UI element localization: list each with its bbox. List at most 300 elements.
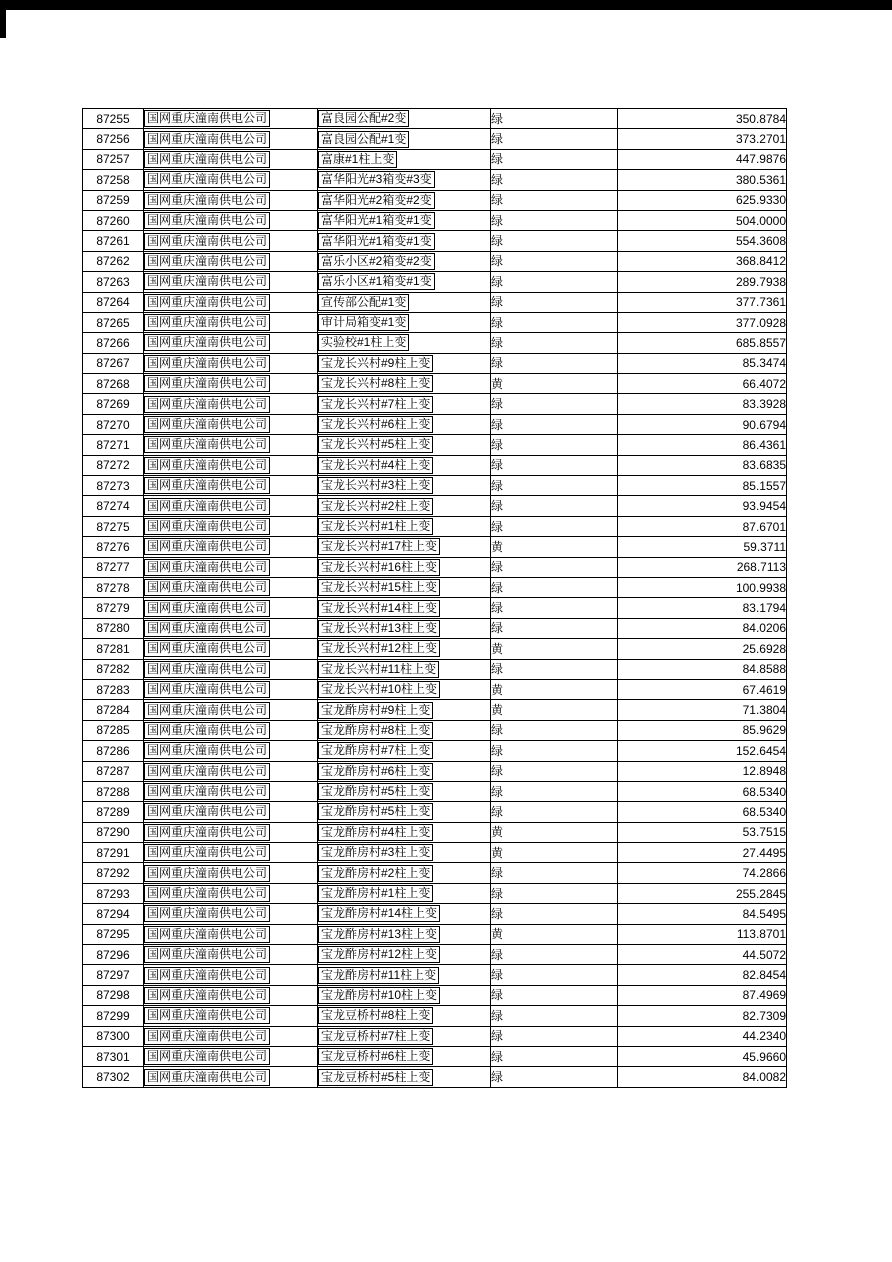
company-cell bbox=[144, 414, 318, 434]
device-label: 审计局箱变#1变 bbox=[318, 314, 409, 331]
status-cell: 绿 bbox=[491, 292, 618, 312]
company-cell bbox=[144, 639, 318, 659]
table-row bbox=[83, 679, 787, 699]
company-label: 国网重庆潼南供电公司 bbox=[144, 498, 270, 515]
device-label: 富良园公配#1变 bbox=[318, 131, 409, 148]
value-cell: 373.2701 bbox=[618, 129, 787, 149]
value-cell: 66.4072 bbox=[618, 374, 787, 394]
value-cell: 84.0082 bbox=[618, 1067, 787, 1087]
row-id-cell: 87300 bbox=[83, 1026, 144, 1046]
company-label: 国网重庆潼南供电公司 bbox=[144, 579, 270, 596]
status-cell: 绿 bbox=[491, 170, 618, 190]
device-label: 宝龙酢房村#12柱上变 bbox=[318, 946, 440, 963]
company-label: 国网重庆潼南供电公司 bbox=[144, 314, 270, 331]
company-cell bbox=[144, 781, 318, 801]
company-label: 国网重庆潼南供电公司 bbox=[144, 865, 270, 882]
company-cell bbox=[144, 394, 318, 414]
company-cell bbox=[144, 679, 318, 699]
device-label: 宝龙长兴村#4柱上变 bbox=[318, 457, 433, 474]
company-label: 国网重庆潼南供电公司 bbox=[144, 946, 270, 963]
power-station-table-wrap bbox=[82, 108, 787, 1088]
table-row bbox=[83, 231, 787, 251]
status-cell: 绿 bbox=[491, 231, 618, 251]
device-cell bbox=[318, 843, 491, 863]
value-cell: 25.6928 bbox=[618, 639, 787, 659]
status-cell: 绿 bbox=[491, 1067, 618, 1087]
value-cell: 90.6794 bbox=[618, 414, 787, 434]
company-label: 国网重庆潼南供电公司 bbox=[144, 702, 270, 719]
value-cell: 350.8784 bbox=[618, 109, 787, 129]
status-cell: 绿 bbox=[491, 455, 618, 475]
company-label: 国网重庆潼南供电公司 bbox=[144, 1069, 270, 1086]
value-cell: 82.8454 bbox=[618, 965, 787, 985]
table-body bbox=[83, 109, 787, 1088]
device-label: 富乐小区#1箱变#1变 bbox=[318, 273, 435, 290]
row-id-cell: 87260 bbox=[83, 210, 144, 230]
device-cell bbox=[318, 251, 491, 271]
device-cell bbox=[318, 577, 491, 597]
value-cell: 100.9938 bbox=[618, 577, 787, 597]
table-row bbox=[83, 883, 787, 903]
status-cell: 黄 bbox=[491, 679, 618, 699]
status-cell: 绿 bbox=[491, 720, 618, 740]
device-cell bbox=[318, 761, 491, 781]
status-cell: 黄 bbox=[491, 822, 618, 842]
status-cell: 绿 bbox=[491, 272, 618, 292]
status-cell: 绿 bbox=[491, 394, 618, 414]
value-cell: 504.0000 bbox=[618, 210, 787, 230]
table-row bbox=[83, 720, 787, 740]
company-cell bbox=[144, 109, 318, 129]
company-cell bbox=[144, 312, 318, 332]
status-cell: 绿 bbox=[491, 904, 618, 924]
device-label: 宝龙酢房村#9柱上变 bbox=[318, 702, 433, 719]
device-label: 宝龙长兴村#8柱上变 bbox=[318, 375, 433, 392]
device-cell bbox=[318, 435, 491, 455]
value-cell: 380.5361 bbox=[618, 170, 787, 190]
company-cell bbox=[144, 863, 318, 883]
status-cell: 绿 bbox=[491, 476, 618, 496]
company-label: 国网重庆潼南供电公司 bbox=[144, 681, 270, 698]
company-label: 国网重庆潼南供电公司 bbox=[144, 253, 270, 270]
company-cell bbox=[144, 129, 318, 149]
company-label: 国网重庆潼南供电公司 bbox=[144, 844, 270, 861]
table-row bbox=[83, 1067, 787, 1087]
table-row bbox=[83, 965, 787, 985]
status-cell: 绿 bbox=[491, 414, 618, 434]
company-cell bbox=[144, 904, 318, 924]
row-id-cell: 87272 bbox=[83, 455, 144, 475]
value-cell: 86.4361 bbox=[618, 435, 787, 455]
device-cell bbox=[318, 557, 491, 577]
device-cell bbox=[318, 476, 491, 496]
table-row bbox=[83, 557, 787, 577]
table-row bbox=[83, 251, 787, 271]
device-cell bbox=[318, 231, 491, 251]
company-cell bbox=[144, 924, 318, 944]
company-label: 国网重庆潼南供电公司 bbox=[144, 885, 270, 902]
device-cell bbox=[318, 149, 491, 169]
table-row bbox=[83, 618, 787, 638]
company-label: 国网重庆潼南供电公司 bbox=[144, 661, 270, 678]
device-label: 宣传部公配#1变 bbox=[318, 294, 409, 311]
company-cell bbox=[144, 700, 318, 720]
row-id-cell: 87263 bbox=[83, 272, 144, 292]
company-label: 国网重庆潼南供电公司 bbox=[144, 436, 270, 453]
device-label: 宝龙长兴村#10柱上变 bbox=[318, 681, 440, 698]
table-row bbox=[83, 129, 787, 149]
row-id-cell: 87296 bbox=[83, 945, 144, 965]
company-label: 国网重庆潼南供电公司 bbox=[144, 233, 270, 250]
company-label: 国网重庆潼南供电公司 bbox=[144, 824, 270, 841]
device-cell bbox=[318, 700, 491, 720]
device-cell bbox=[318, 679, 491, 699]
device-cell bbox=[318, 985, 491, 1005]
row-id-cell: 87297 bbox=[83, 965, 144, 985]
device-label: 宝龙酢房村#11柱上变 bbox=[318, 967, 439, 984]
value-cell: 447.9876 bbox=[618, 149, 787, 169]
value-cell: 74.2866 bbox=[618, 863, 787, 883]
table-row bbox=[83, 312, 787, 332]
status-cell: 黄 bbox=[491, 924, 618, 944]
company-label: 国网重庆潼南供电公司 bbox=[144, 294, 270, 311]
company-cell bbox=[144, 883, 318, 903]
company-label: 国网重庆潼南供电公司 bbox=[144, 640, 270, 657]
value-cell: 152.6454 bbox=[618, 741, 787, 761]
company-cell bbox=[144, 965, 318, 985]
value-cell: 44.5072 bbox=[618, 945, 787, 965]
scan-artifact-top-bar bbox=[0, 0, 892, 10]
status-cell: 绿 bbox=[491, 741, 618, 761]
table-row bbox=[83, 904, 787, 924]
status-cell: 黄 bbox=[491, 639, 618, 659]
row-id-cell: 87278 bbox=[83, 577, 144, 597]
device-cell bbox=[318, 639, 491, 659]
status-cell: 绿 bbox=[491, 312, 618, 332]
company-label: 国网重庆潼南供电公司 bbox=[144, 905, 270, 922]
table-row bbox=[83, 272, 787, 292]
table-row bbox=[83, 1026, 787, 1046]
row-id-cell: 87301 bbox=[83, 1046, 144, 1066]
company-label: 国网重庆潼南供电公司 bbox=[144, 926, 270, 943]
company-cell bbox=[144, 802, 318, 822]
power-station-table bbox=[82, 108, 787, 1088]
table-row bbox=[83, 741, 787, 761]
company-cell bbox=[144, 741, 318, 761]
company-cell bbox=[144, 374, 318, 394]
device-cell bbox=[318, 210, 491, 230]
value-cell: 84.5495 bbox=[618, 904, 787, 924]
table-row bbox=[83, 516, 787, 536]
company-label: 国网重庆潼南供电公司 bbox=[144, 477, 270, 494]
row-id-cell: 87259 bbox=[83, 190, 144, 210]
status-cell: 绿 bbox=[491, 333, 618, 353]
status-cell: 绿 bbox=[491, 251, 618, 271]
device-label: 宝龙长兴村#3柱上变 bbox=[318, 477, 433, 494]
status-cell: 绿 bbox=[491, 985, 618, 1005]
company-cell bbox=[144, 333, 318, 353]
device-cell bbox=[318, 945, 491, 965]
device-label: 宝龙长兴村#1柱上变 bbox=[318, 518, 433, 535]
table-row bbox=[83, 985, 787, 1005]
device-label: 宝龙长兴村#13柱上变 bbox=[318, 620, 440, 637]
table-row bbox=[83, 190, 787, 210]
table-row bbox=[83, 476, 787, 496]
company-cell bbox=[144, 190, 318, 210]
value-cell: 83.6835 bbox=[618, 455, 787, 475]
device-label: 宝龙酢房村#5柱上变 bbox=[318, 803, 433, 820]
device-label: 宝龙豆桥村#5柱上变 bbox=[318, 1069, 433, 1086]
company-cell bbox=[144, 1006, 318, 1026]
row-id-cell: 87274 bbox=[83, 496, 144, 516]
row-id-cell: 87283 bbox=[83, 679, 144, 699]
device-label: 宝龙豆桥村#7柱上变 bbox=[318, 1028, 433, 1045]
company-label: 国网重庆潼南供电公司 bbox=[144, 1028, 270, 1045]
row-id-cell: 87286 bbox=[83, 741, 144, 761]
status-cell: 绿 bbox=[491, 761, 618, 781]
device-label: 富华阳光#1箱变#1变 bbox=[318, 212, 435, 229]
company-label: 国网重庆潼南供电公司 bbox=[144, 334, 270, 351]
device-cell bbox=[318, 720, 491, 740]
company-cell bbox=[144, 455, 318, 475]
value-cell: 84.0206 bbox=[618, 618, 787, 638]
table-row bbox=[83, 414, 787, 434]
company-label: 国网重庆潼南供电公司 bbox=[144, 1048, 270, 1065]
table-row bbox=[83, 496, 787, 516]
value-cell: 87.4969 bbox=[618, 985, 787, 1005]
device-cell bbox=[318, 1026, 491, 1046]
device-cell bbox=[318, 741, 491, 761]
value-cell: 68.5340 bbox=[618, 781, 787, 801]
value-cell: 554.3608 bbox=[618, 231, 787, 251]
table-row bbox=[83, 659, 787, 679]
row-id-cell: 87284 bbox=[83, 700, 144, 720]
status-cell: 绿 bbox=[491, 353, 618, 373]
device-label: 宝龙酢房村#10柱上变 bbox=[318, 987, 440, 1004]
device-label: 宝龙酢房村#4柱上变 bbox=[318, 824, 433, 841]
value-cell: 377.0928 bbox=[618, 312, 787, 332]
status-cell: 绿 bbox=[491, 883, 618, 903]
row-id-cell: 87276 bbox=[83, 537, 144, 557]
row-id-cell: 87295 bbox=[83, 924, 144, 944]
table-row bbox=[83, 577, 787, 597]
row-id-cell: 87264 bbox=[83, 292, 144, 312]
company-cell bbox=[144, 761, 318, 781]
status-cell: 黄 bbox=[491, 537, 618, 557]
value-cell: 53.7515 bbox=[618, 822, 787, 842]
device-label: 宝龙酢房村#5柱上变 bbox=[318, 783, 433, 800]
device-label: 宝龙长兴村#7柱上变 bbox=[318, 396, 433, 413]
value-cell: 113.8701 bbox=[618, 924, 787, 944]
device-label: 宝龙酢房村#2柱上变 bbox=[318, 865, 433, 882]
status-cell: 绿 bbox=[491, 1026, 618, 1046]
value-cell: 59.3711 bbox=[618, 537, 787, 557]
status-cell: 绿 bbox=[491, 577, 618, 597]
company-label: 国网重庆潼南供电公司 bbox=[144, 192, 270, 209]
company-label: 国网重庆潼南供电公司 bbox=[144, 1007, 270, 1024]
table-row bbox=[83, 210, 787, 230]
device-cell bbox=[318, 883, 491, 903]
row-id-cell: 87298 bbox=[83, 985, 144, 1005]
company-cell bbox=[144, 1046, 318, 1066]
device-label: 宝龙长兴村#5柱上变 bbox=[318, 436, 433, 453]
table-row bbox=[83, 781, 787, 801]
status-cell: 绿 bbox=[491, 781, 618, 801]
device-label: 富良园公配#2变 bbox=[318, 110, 409, 127]
value-cell: 289.7938 bbox=[618, 272, 787, 292]
device-cell bbox=[318, 170, 491, 190]
device-cell bbox=[318, 374, 491, 394]
company-label: 国网重庆潼南供电公司 bbox=[144, 967, 270, 984]
device-cell bbox=[318, 781, 491, 801]
device-label: 富华阳光#2箱变#2变 bbox=[318, 192, 435, 209]
value-cell: 45.9660 bbox=[618, 1046, 787, 1066]
table-row bbox=[83, 292, 787, 312]
value-cell: 83.3928 bbox=[618, 394, 787, 414]
device-label: 宝龙酢房村#14柱上变 bbox=[318, 905, 440, 922]
value-cell: 685.8557 bbox=[618, 333, 787, 353]
status-cell: 绿 bbox=[491, 945, 618, 965]
device-cell bbox=[318, 965, 491, 985]
value-cell: 71.3804 bbox=[618, 700, 787, 720]
status-cell: 绿 bbox=[491, 1046, 618, 1066]
value-cell: 44.2340 bbox=[618, 1026, 787, 1046]
value-cell: 255.2845 bbox=[618, 883, 787, 903]
company-label: 国网重庆潼南供电公司 bbox=[144, 987, 270, 1004]
row-id-cell: 87275 bbox=[83, 516, 144, 536]
device-cell bbox=[318, 455, 491, 475]
status-cell: 黄 bbox=[491, 700, 618, 720]
device-cell bbox=[318, 1067, 491, 1087]
device-cell bbox=[318, 190, 491, 210]
company-label: 国网重庆潼南供电公司 bbox=[144, 355, 270, 372]
company-cell bbox=[144, 170, 318, 190]
status-cell: 绿 bbox=[491, 1006, 618, 1026]
table-row bbox=[83, 435, 787, 455]
company-label: 国网重庆潼南供电公司 bbox=[144, 742, 270, 759]
company-label: 国网重庆潼南供电公司 bbox=[144, 151, 270, 168]
table-row bbox=[83, 700, 787, 720]
device-cell bbox=[318, 312, 491, 332]
value-cell: 85.3474 bbox=[618, 353, 787, 373]
status-cell: 绿 bbox=[491, 965, 618, 985]
value-cell: 83.1794 bbox=[618, 598, 787, 618]
row-id-cell: 87271 bbox=[83, 435, 144, 455]
status-cell: 绿 bbox=[491, 557, 618, 577]
device-cell bbox=[318, 598, 491, 618]
table-row bbox=[83, 170, 787, 190]
device-cell bbox=[318, 516, 491, 536]
status-cell: 黄 bbox=[491, 843, 618, 863]
company-label: 国网重庆潼南供电公司 bbox=[144, 396, 270, 413]
device-cell bbox=[318, 129, 491, 149]
company-cell bbox=[144, 720, 318, 740]
row-id-cell: 87267 bbox=[83, 353, 144, 373]
value-cell: 625.9330 bbox=[618, 190, 787, 210]
company-cell bbox=[144, 598, 318, 618]
company-label: 国网重庆潼南供电公司 bbox=[144, 518, 270, 535]
row-id-cell: 87288 bbox=[83, 781, 144, 801]
company-cell bbox=[144, 272, 318, 292]
table-row bbox=[83, 109, 787, 129]
table-row bbox=[83, 945, 787, 965]
company-cell bbox=[144, 210, 318, 230]
company-label: 国网重庆潼南供电公司 bbox=[144, 763, 270, 780]
company-cell bbox=[144, 985, 318, 1005]
status-cell: 绿 bbox=[491, 190, 618, 210]
table-row bbox=[83, 843, 787, 863]
value-cell: 85.1557 bbox=[618, 476, 787, 496]
company-cell bbox=[144, 557, 318, 577]
device-cell bbox=[318, 496, 491, 516]
row-id-cell: 87262 bbox=[83, 251, 144, 271]
value-cell: 93.9454 bbox=[618, 496, 787, 516]
device-cell bbox=[318, 904, 491, 924]
table-row bbox=[83, 761, 787, 781]
device-label: 富康#1柱上变 bbox=[318, 151, 397, 168]
table-row bbox=[83, 1046, 787, 1066]
status-cell: 黄 bbox=[491, 374, 618, 394]
company-cell bbox=[144, 292, 318, 312]
device-cell bbox=[318, 822, 491, 842]
value-cell: 27.4495 bbox=[618, 843, 787, 863]
row-id-cell: 87291 bbox=[83, 843, 144, 863]
company-label: 国网重庆潼南供电公司 bbox=[144, 783, 270, 800]
company-label: 国网重庆潼南供电公司 bbox=[144, 273, 270, 290]
device-cell bbox=[318, 618, 491, 638]
table-row bbox=[83, 863, 787, 883]
device-cell bbox=[318, 1046, 491, 1066]
company-cell bbox=[144, 1067, 318, 1087]
device-label: 宝龙长兴村#2柱上变 bbox=[318, 498, 433, 515]
device-label: 宝龙豆桥村#6柱上变 bbox=[318, 1048, 433, 1065]
company-label: 国网重庆潼南供电公司 bbox=[144, 457, 270, 474]
device-label: 宝龙长兴村#15柱上变 bbox=[318, 579, 440, 596]
row-id-cell: 87268 bbox=[83, 374, 144, 394]
company-cell bbox=[144, 618, 318, 638]
table-row bbox=[83, 333, 787, 353]
row-id-cell: 87270 bbox=[83, 414, 144, 434]
company-cell bbox=[144, 822, 318, 842]
row-id-cell: 87292 bbox=[83, 863, 144, 883]
status-cell: 绿 bbox=[491, 109, 618, 129]
device-label: 宝龙长兴村#11柱上变 bbox=[318, 661, 439, 678]
device-cell bbox=[318, 537, 491, 557]
value-cell: 368.8412 bbox=[618, 251, 787, 271]
row-id-cell: 87258 bbox=[83, 170, 144, 190]
status-cell: 绿 bbox=[491, 210, 618, 230]
company-label: 国网重庆潼南供电公司 bbox=[144, 722, 270, 739]
row-id-cell: 87287 bbox=[83, 761, 144, 781]
table-row bbox=[83, 374, 787, 394]
device-label: 实验校#1柱上变 bbox=[318, 334, 409, 351]
status-cell: 绿 bbox=[491, 618, 618, 638]
status-cell: 绿 bbox=[491, 863, 618, 883]
value-cell: 268.7113 bbox=[618, 557, 787, 577]
device-cell bbox=[318, 394, 491, 414]
row-id-cell: 87279 bbox=[83, 598, 144, 618]
device-label: 宝龙长兴村#9柱上变 bbox=[318, 355, 433, 372]
company-cell bbox=[144, 659, 318, 679]
row-id-cell: 87289 bbox=[83, 802, 144, 822]
row-id-cell: 87266 bbox=[83, 333, 144, 353]
table-row bbox=[83, 639, 787, 659]
row-id-cell: 87299 bbox=[83, 1006, 144, 1026]
company-cell bbox=[144, 516, 318, 536]
table-row bbox=[83, 537, 787, 557]
company-cell bbox=[144, 353, 318, 373]
value-cell: 377.7361 bbox=[618, 292, 787, 312]
